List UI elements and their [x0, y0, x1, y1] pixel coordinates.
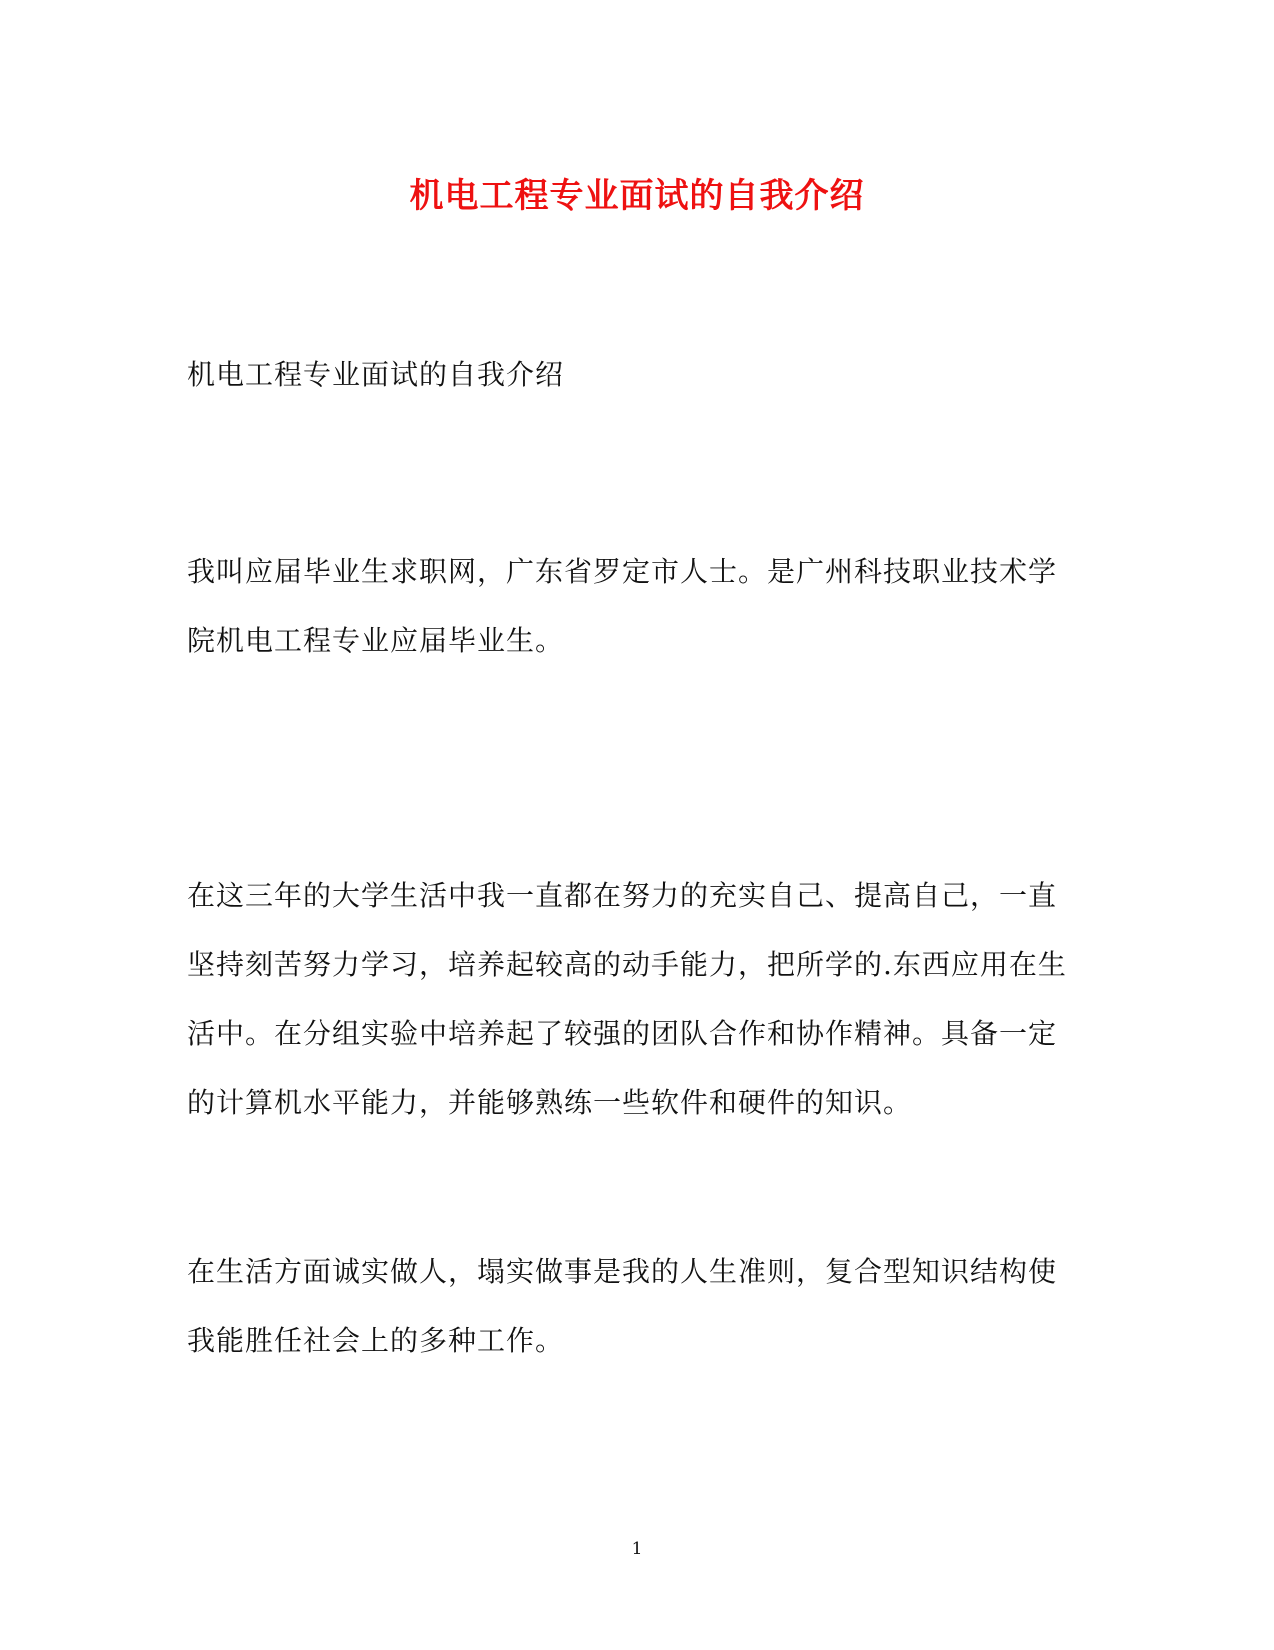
document-subtitle: 机电工程专业面试的自我介绍	[187, 358, 565, 391]
paragraph-line: 我能胜任社会上的多种工作。	[187, 1324, 565, 1357]
paragraph-line: 活中。在分组实验中培养起了较强的团队合作和协作精神。具备一定	[187, 1017, 1058, 1050]
paragraph-university-life	[187, 861, 1087, 1137]
paragraph-line: 在生活方面诚实做人，塌实做事是我的人生准则，复合型知识结构使	[187, 1255, 1058, 1288]
paragraph-line: 我叫应届毕业生求职网，广东省罗定市人士。是广州科技职业技术学	[187, 555, 1058, 588]
page-number: 1	[631, 1539, 643, 1559]
document-title: 机电工程专业面试的自我介绍	[409, 176, 865, 216]
paragraph-intro	[187, 537, 1087, 675]
paragraph-line: 在这三年的大学生活中我一直都在努力的充实自己、提高自己，一直	[187, 879, 1058, 912]
paragraph-line: 院机电工程专业应届毕业生。	[187, 624, 565, 657]
paragraph-line: 坚持刻苦努力学习，培养起较高的动手能力，把所学的.东西应用在生	[187, 948, 1067, 981]
paragraph-line: 的计算机水平能力，并能够熟练一些软件和硬件的知识。	[187, 1086, 913, 1119]
paragraph-life-principles	[187, 1237, 1087, 1375]
